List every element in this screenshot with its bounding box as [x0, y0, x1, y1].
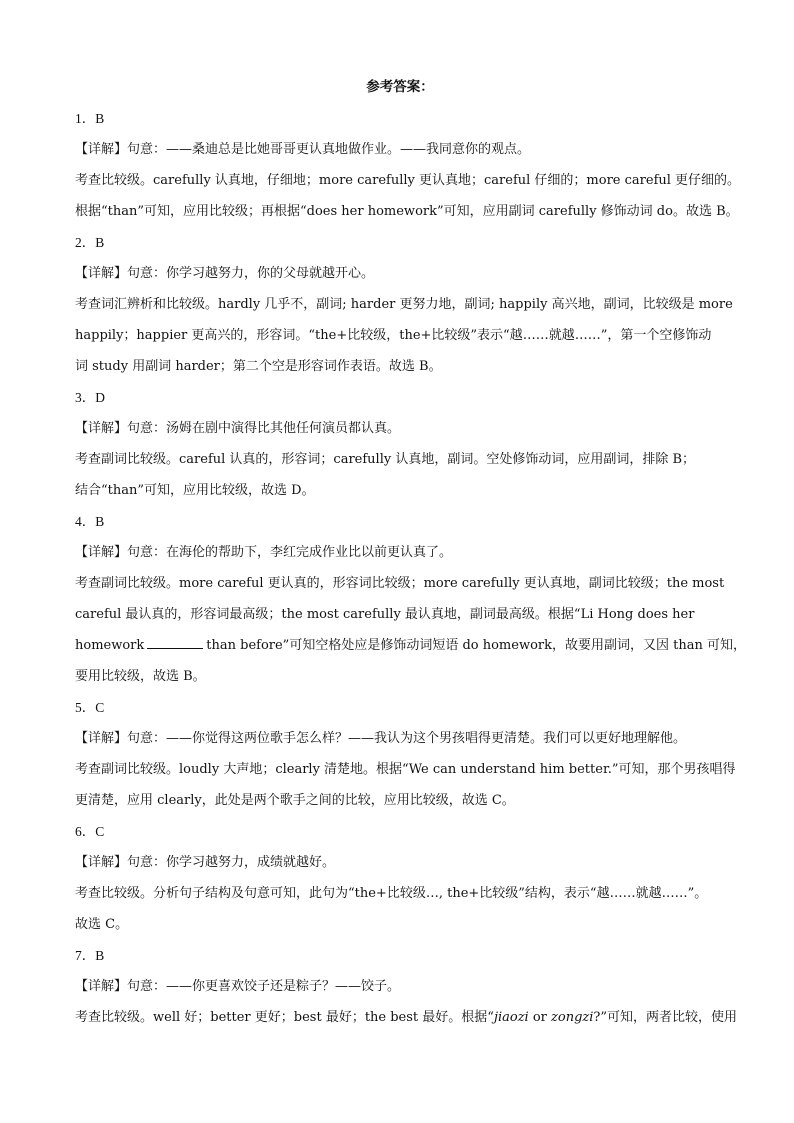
explanation-line: 词 study 用副词 harder；第二个空是形容词作表语。故选 B。	[75, 359, 442, 374]
answer-number: 5．C	[75, 700, 105, 715]
answer-detail: 【详解】句意：汤姆在剧中演得比其他任何演员都认真。	[75, 421, 401, 436]
explanation-text: or	[528, 1010, 552, 1025]
explanation-line	[75, 630, 746, 661]
answer-number: 2．B	[75, 235, 105, 250]
fill-blank	[147, 636, 203, 649]
answer-number: 4．B	[75, 514, 105, 529]
explanation-line: 考查比较级。分析句子结构及句意可知，此句为“the+比较级…, the+比较级”结构，表示“越……就越……”。	[75, 886, 708, 901]
explanation-line: happily；happier 更高兴的，形容词。“the+比较级，the+比较级”表示“越……就越……”，第一个空修饰动	[75, 328, 712, 343]
answer-detail: 【详解】句意：你学习越努力，你的父母就越开心。	[75, 266, 375, 281]
explanation-line: 更清楚，应用 clearly，此处是两个歌手之间的比较，应用比较级，故选 C。	[75, 793, 515, 808]
answer-detail: 【详解】句意：——你更喜欢饺子还是粽子？——饺子。	[75, 979, 401, 994]
answer-number: 7．B	[75, 948, 105, 963]
explanation-text: ?”可知，两者比较，使用	[593, 1010, 738, 1025]
explanation-line: 要用比较级，故选 B。	[75, 669, 206, 684]
explanation-line: 考查副词比较级。loudly 大声地；clearly 清楚地。根据“We can understand him better.”可知，那个男孩唱得	[75, 762, 736, 777]
explanation-line: 考查副词比较级。careful 认真的，形容词；carefully 认真地，副词。空处修饰动词，应用副词，排除 B；	[75, 452, 696, 467]
answer-detail: 【详解】句意：——桑迪总是比她哥哥更认真地做作业。——我同意你的观点。	[75, 142, 531, 157]
answer-number: 1．B	[75, 111, 105, 126]
italic-word: jiaozi	[493, 1010, 529, 1025]
explanation-line: 考查词汇辨析和比较级。hardly 几乎不，副词; harder 更努力地，副词; happily 高兴地，副词，比较级是 more	[75, 297, 733, 312]
explanation-line: 考查比较级。carefully 认真地，仔细地；more carefully 更认真地；careful 仔细的；more careful 更仔细的。	[75, 173, 741, 188]
answer-detail: 【详解】句意：——你觉得这两位歌手怎么样？——我认为这个男孩唱得更清楚。我们可以更好地理解他。	[75, 731, 687, 746]
page-title: 参考答案：	[366, 79, 434, 95]
explanation-text: than before”可知空格处应是修饰动词短语 do homework，故要用副词，又因 than 可知，	[206, 638, 746, 653]
answer-detail: 【详解】句意：在海伦的帮助下，李红完成作业比以前更认真了。	[75, 545, 453, 560]
explanation-line: 根据“than”可知，应用比较级；再根据“does her homework”可知，应用副词 carefully 修饰动词 do。故选 B。	[75, 204, 739, 219]
explanation-line: 故选 C。	[75, 917, 129, 932]
answer-detail: 【详解】句意：你学习越努力，成绩就越好。	[75, 855, 336, 870]
answer-page	[75, 72, 746, 1033]
answer-number: 3．D	[75, 390, 105, 405]
explanation-line: 考查副词比较级。more careful 更认真的，形容词比较级；more carefully 更认真地，副词比较级；the most	[75, 576, 725, 591]
italic-word: zongzi	[551, 1010, 594, 1025]
explanation-line: careful 最认真的，形容词最高级；the most carefully 最认真地，副词最高级。根据“Li Hong does her	[75, 607, 695, 622]
explanation-line: 结合“than”可知，应用比较级，故选 D。	[75, 483, 315, 498]
answer-number: 6．C	[75, 824, 105, 839]
explanation-text: 考查比较级。well 好；better 更好；best 最好；the best 最好。根据“	[75, 1010, 494, 1025]
explanation-line	[75, 1002, 738, 1033]
explanation-text: homework	[75, 638, 145, 653]
